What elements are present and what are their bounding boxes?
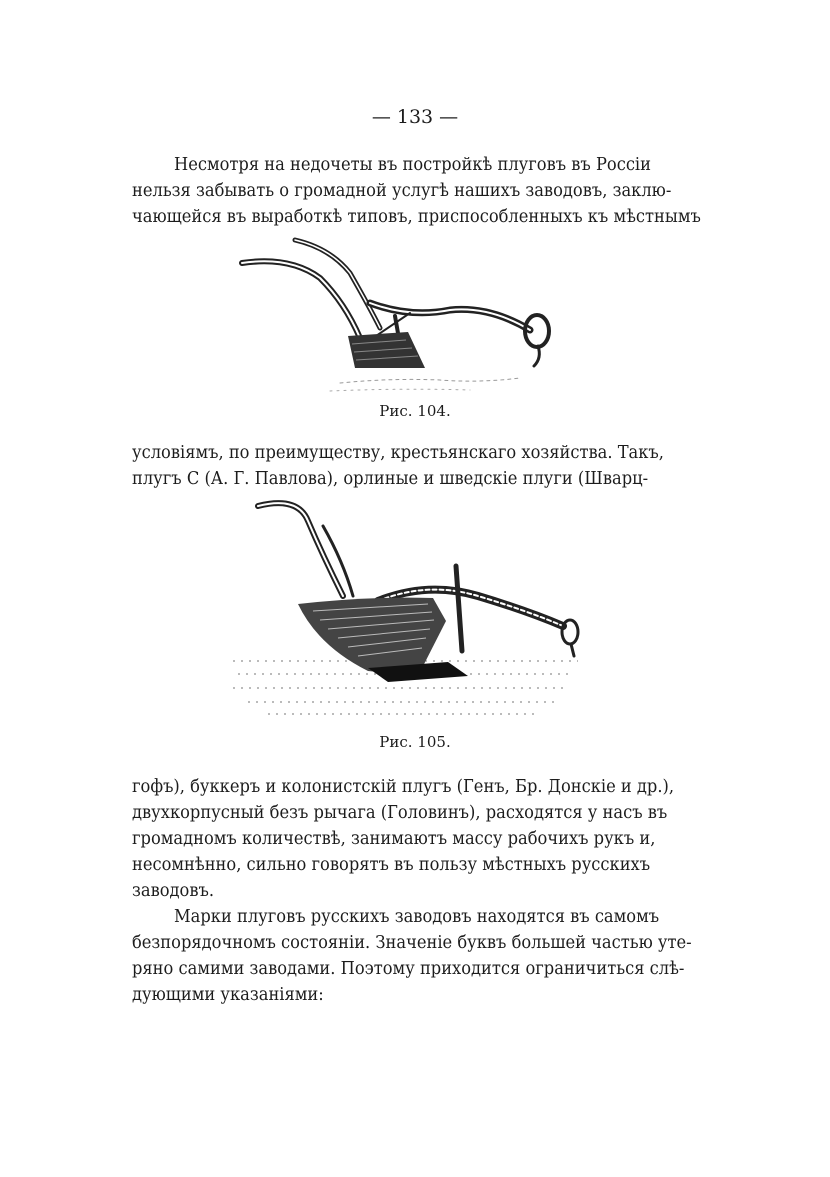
text-line: несомнѣнно, сильно говорятъ въ пользу мѣстныхъ русскихъ	[132, 855, 651, 875]
text-line: чающейся въ выработкѣ типовъ, приспособленныхъ къ мѣстнымъ	[132, 207, 701, 227]
text-line: плугъ С (А. Г. Павлова), орлиные и шведскіе плуги (Шварц-	[132, 469, 649, 489]
text-line: ряно самими заводами. Поэтому приходится ограничиться слѣ-	[132, 959, 685, 979]
text-line: громадномъ количествѣ, занимаютъ массу рабочихъ рукъ и,	[132, 829, 656, 849]
text-line: гофъ), буккеръ и колонистскій плугъ (Генъ, Бр. Донскіе и др.),	[132, 777, 675, 797]
text-line: двухкорпусный безъ рычага (Головинъ), расходятся у насъ въ	[132, 803, 668, 823]
text-line: дующими указаніями:	[132, 985, 324, 1005]
text-line: условіямъ, по преимуществу, крестьянскаго хозяйства. Такъ,	[132, 443, 664, 463]
text-line: безпорядочномъ состояніи. Значеніе буквъ большей частью уте-	[132, 933, 692, 953]
plough-illustration-104	[230, 228, 570, 403]
figure-caption-104: Рис. 104.	[379, 402, 451, 420]
plough-illustration-105	[228, 496, 588, 728]
page-number: — 133 —	[371, 106, 459, 128]
text-line: Несмотря на недочеты въ постройкѣ плуговъ въ Россіи	[174, 155, 651, 175]
text-line: Марки плуговъ русскихъ заводовъ находятся въ самомъ	[174, 907, 660, 927]
figure-caption-105: Рис. 105.	[379, 733, 451, 751]
text-line: нельзя забывать о громадной услугѣ нашихъ заводовъ, заклю-	[132, 181, 672, 201]
text-line: заводовъ.	[132, 881, 215, 901]
